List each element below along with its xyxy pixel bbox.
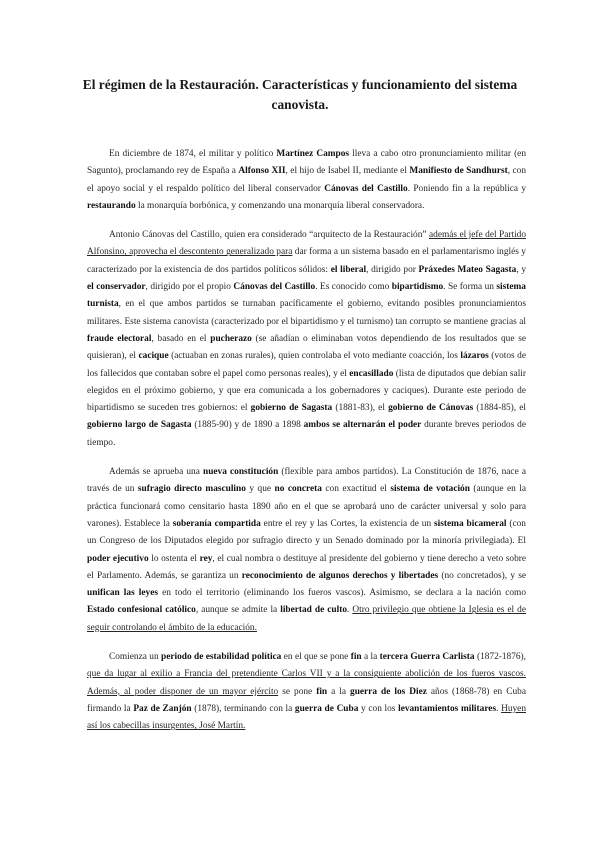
bold-term: Alfonso XII: [238, 166, 286, 177]
text-run: y con los: [358, 703, 399, 714]
bold-term: sistema de votación: [390, 484, 470, 495]
text-run: durante breves periodos de tiempo.: [87, 420, 526, 448]
bold-term: el liberal: [330, 264, 367, 275]
bold-term: Martínez Campos: [276, 149, 350, 159]
text-run: , en el que ambos partidos se turnaban pacíficamente el gobierno, evitando posibles pronunciamientos militares. Este sistema canovista (caracterizado por el bipartidismo y el turnismo) tan corrupto se mantiene gracias al: [87, 299, 526, 327]
text-run: Antonio Cánovas del Castillo, quien era considerado “arquitecto de la Restauración”: [109, 230, 429, 241]
paragraph-2: [87, 227, 526, 452]
text-run: (1884-85), el: [473, 403, 527, 414]
text-run: Además se aprueba una: [109, 467, 203, 478]
document-body: [87, 146, 526, 748]
text-run: a la: [361, 652, 380, 663]
text-run: (1881-83), el: [332, 403, 389, 414]
text-run: .: [347, 605, 353, 616]
bold-term: bipartidismo: [391, 282, 444, 293]
text-run: entre el rey y las Cortes, la existencia de un: [260, 518, 435, 529]
underlined-text: además el jefe del Partido Alfonsino, aprovecha el descontento generalizado para: [87, 230, 527, 258]
text-run: . Se forma un: [443, 282, 497, 293]
text-run: , basado en el: [151, 333, 211, 344]
text-run: , con el apoyo social y el respaldo político del liberal conservador: [87, 166, 526, 194]
bold-term: no concreta: [274, 484, 322, 495]
text-run: , dirigido por: [366, 264, 419, 275]
bold-term: tercera Guerra Carlista: [379, 652, 475, 663]
bold-term: lázaros: [460, 351, 489, 362]
bold-term: el conservador: [87, 282, 146, 293]
text-run: (aunque en la práctica funcionará como censitario hasta 1890 año en el que se aprobará uno de carácter universal y solo para varones). Establece la: [87, 484, 527, 529]
text-run: en el que se pone: [281, 652, 351, 663]
text-run: . Poniendo fin a la república y: [407, 183, 526, 194]
text-run: (lista de diputados que debían salir elegidos en el próximo gobierno, y que era comunicada a los gobernadores y caciques). Durante este periodo de bipartidismo se suceden tres gobiernos: el: [87, 368, 526, 414]
bold-term: unifican las leyes: [87, 588, 158, 599]
bold-term: pucherazo: [210, 333, 252, 344]
paragraph-4: [87, 649, 526, 735]
bold-term: Paz de Zanjón: [133, 703, 192, 714]
bold-term: rey: [199, 553, 213, 564]
bold-term: Cánovas del Castillo: [233, 282, 316, 293]
text-run: años (1868-78) en Cuba firmando la: [87, 686, 526, 714]
bold-term: soberanía compartida: [172, 518, 261, 529]
text-run: (1872-1876),: [474, 652, 526, 663]
bold-term: guerra de los Diez: [350, 686, 427, 697]
bold-term: libertad de culto: [280, 605, 347, 616]
text-run: (1885-90) y de 1890 a 1898: [191, 420, 304, 431]
bold-term: fin: [316, 686, 328, 697]
bold-term: gobierno largo de Sagasta: [87, 420, 192, 431]
text-run: .: [496, 703, 502, 714]
bold-term: gobierno de Cánovas: [388, 403, 474, 414]
text-run: , el hijo de Isabel II, mediante el: [285, 166, 410, 177]
bold-term: reconocimiento de algunos derechos y libertades: [241, 570, 439, 581]
bold-term: encasillado: [349, 368, 394, 379]
document-title: El régimen de la Restauración. Características y funcionamiento del sistema canovista.: [82, 77, 518, 112]
text-run: , y: [516, 264, 527, 275]
bold-term: sufragio directo masculino: [137, 484, 246, 495]
bold-term: sistema turnista: [87, 282, 526, 310]
text-run: , aunque se admite la: [195, 605, 281, 616]
text-run: a la: [327, 686, 351, 697]
text-run: (con un Congreso de los Diputados elegido por sufragio directo y un Senado dominado por la minoría privilegiada). El: [87, 518, 526, 547]
text-run: la monarquía borbónica, y comenzando una monarquía liberal conservadora.: [135, 200, 425, 211]
text-run: (se añadían o eliminaban votos dependiendo de los resultados que se quisieran), el: [87, 333, 526, 362]
text-run: se pone: [278, 686, 317, 697]
bold-term: Práxedes Mateo Sagasta: [418, 264, 517, 275]
paragraph-1: [87, 146, 526, 215]
bold-term: cacique: [138, 351, 169, 362]
paragraph-3: [87, 464, 526, 637]
text-run: , el cual nombra o destituye al presidente del gobierno y tiene derecho a veto sobre el Parlamento. Además, se garantiza un: [87, 553, 527, 581]
bold-term: gobierno de Sagasta: [250, 403, 333, 414]
underlined-text: Otro privilegio que obtiene la Iglesia es el de seguir controlando el ámbito de la educación.: [87, 605, 526, 633]
bold-term: nueva constitución: [203, 467, 279, 478]
text-run: . Es conocido como: [315, 282, 392, 293]
bold-term: fraude electoral: [87, 333, 152, 344]
bold-term: Cánovas del Castillo: [324, 183, 408, 194]
underlined-text: que da lugar al exilio a Francia del pretendiente Carlos VII y a la consiguiente abolición de los fueros vascos. Además, al poder disponer de un mayor ejército: [87, 669, 526, 697]
text-run: y que: [245, 484, 275, 495]
bold-term: Manifiesto de Sandhurst: [409, 166, 508, 177]
bold-term: ambos se alternarán el poder: [303, 420, 422, 431]
text-run: en todo el territorio (eliminando los fueros vascos). Asimismo, se declara a la nación como: [158, 588, 526, 599]
bold-term: fin: [350, 652, 362, 663]
text-run: (actuaban en zonas rurales), quien controlaba el voto mediante coacción, los: [168, 351, 461, 362]
bold-term: levantamientos militares: [398, 703, 497, 714]
text-run: , dirigido por el propio: [145, 282, 234, 293]
text-run: (votos de los fallecidos que contaban sobre el papel como personas reales), y el: [87, 351, 526, 379]
bold-term: Estado confesional católico: [87, 605, 196, 616]
text-run: lleva a cabo otro pronunciamiento militar (en Sagunto), proclamando rey de España a: [87, 149, 527, 177]
text-run: dar forma a un sistema basado en el parlamentarismo inglés y caracterizado por la existencia de dos partidos políticos sólidos:: [87, 247, 526, 275]
bold-term: periodo de estabilidad política: [161, 652, 282, 663]
text-run: con exactitud el: [321, 484, 391, 495]
text-run: Comienza un: [109, 652, 162, 663]
text-run: lo ostenta el: [148, 553, 200, 564]
text-run: (no concretados), y se: [438, 570, 526, 581]
bold-term: restaurando: [87, 200, 136, 211]
text-run: (flexible para ambos partidos). La Constitución de 1876, nace a través de un: [87, 467, 527, 495]
text-run: En diciembre de 1874, el militar y político: [109, 149, 277, 159]
bold-term: poder ejecutivo: [87, 553, 149, 564]
bold-term: guerra de Cuba: [294, 703, 359, 714]
bold-term: sistema bicameral: [434, 518, 507, 529]
text-run: (1878), terminando con la: [191, 703, 295, 714]
underlined-text: Huyen así los cabecillas insurgentes, José Martín.: [87, 703, 527, 732]
